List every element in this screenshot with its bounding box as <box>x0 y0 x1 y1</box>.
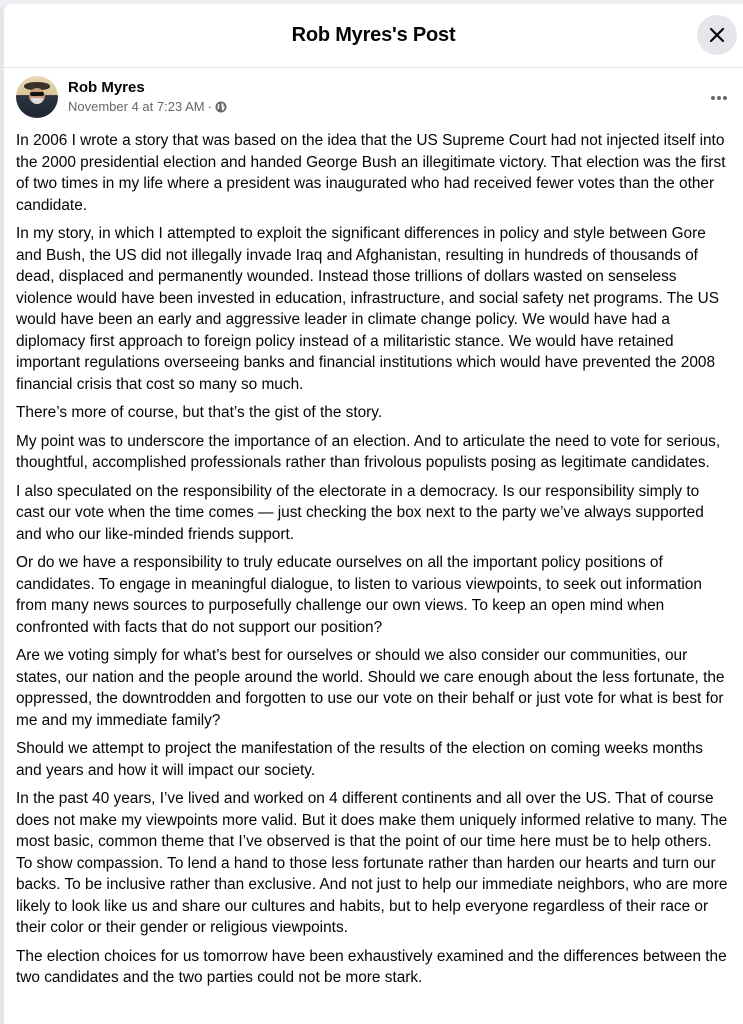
avatar-glasses-shape <box>30 92 44 96</box>
post-body <box>4 126 743 989</box>
more-options-icon <box>710 95 728 101</box>
post-paragraph: There’s more of course, but that’s the gist of the story. <box>16 404 383 421</box>
meta-separator: · <box>207 99 212 114</box>
post-paragraph: In the past 40 years, I’ve lived and worked on 4 different continents and all over the US. That of course does not make my viewpoints more valid. But it does make them uniquely informed relative to many. The most basic, common theme that I’ve observed is that the point of our time here must be to help others. To show compassion. To lend a hand to those less fortunate rather than harden our hearts and turn our backs. To be inclusive rather than exclusive. And not just to help our immediate neighbors, who are more likely to look like us and share our cultures and habits, but to help everyone regardless of their race or their color or their gender or religious viewpoints. <box>16 790 728 936</box>
post-header <box>4 68 743 126</box>
post-paragraph: Should we attempt to project the manifestation of the results of the election on coming weeks months and years and how it will impact our society. <box>16 740 703 779</box>
post-paragraph: In my story, in which I attempted to exploit the significant differences in policy and style between Gore and Bush, the US did not illegally invade Iraq and Afghanistan, resulting in hundreds of thousands of dead, displaced and permanently wounded. Instead those trillions of dollars wasted on senseless violence would have been invested in education, infrastructure, and social safety net programs. The US would have been an early and aggressive leader in climate change policy. We would have had a diplomacy first approach to foreign policy instead of a militaristic stance. We would have retained important regulations overseeing banks and financial institutions which would have prevented the 2008 financial crisis that cost so many so much. <box>16 225 719 393</box>
modal-title: Rob Myres's Post <box>291 24 456 46</box>
post-paragraph: My point was to underscore the importance of an election. And to articulate the need to vote for serious, thoughtful, accomplished professionals rather than frivolous populists posing as legitimate candidates. <box>16 432 721 471</box>
author-meta <box>68 78 227 116</box>
post-modal <box>4 4 743 1024</box>
author-name[interactable]: Rob Myres <box>68 79 145 96</box>
globe-icon[interactable] <box>215 101 227 113</box>
post-paragraph: Are we voting simply for what’s best for ourselves or should we also consider our communities, our states, our nation and the people around the world. Should we care enough about the less fortunate, the oppressed, the downtrodden and forgotten to use our vote on their behalf or just vote for what is best for me and my immediate family? <box>16 647 725 729</box>
post-time-row <box>68 98 227 116</box>
author-avatar[interactable] <box>16 76 58 118</box>
post-paragraph: Or do we have a responsibility to truly educate ourselves on all the important policy positions of candidates. To engage in meaningful dialogue, to listen to various viewpoints, to seek out information from many news sources to purposefully challenge our own views. To keep an open mind when confronted with facts that do not support our position? <box>16 554 702 636</box>
modal-header <box>4 4 743 68</box>
post-paragraph: In 2006 I wrote a story that was based on the idea that the US Supreme Court had not injected itself into the 2000 presidential election and handed George Bush an illegitimate victory. That election was the first of two times in my life where a president was inaugurated who had received fewer votes than the other candidate. <box>16 132 726 214</box>
more-options-button[interactable] <box>705 84 733 112</box>
post-paragraph: The election choices for us tomorrow have been exhaustively examined and the differences between the two candidates and the two parties could not be more stark. <box>16 947 727 986</box>
close-button[interactable] <box>697 15 737 55</box>
post-paragraph: I also speculated on the responsibility of the electorate in a democracy. Is our responsibility simply to cast our vote when the time comes — just checking the box next to the party we’ve always supported and who our like-minded friends support. <box>16 482 704 543</box>
post-timestamp[interactable]: November 4 at 7:23 AM <box>68 99 205 114</box>
close-icon <box>709 27 725 43</box>
